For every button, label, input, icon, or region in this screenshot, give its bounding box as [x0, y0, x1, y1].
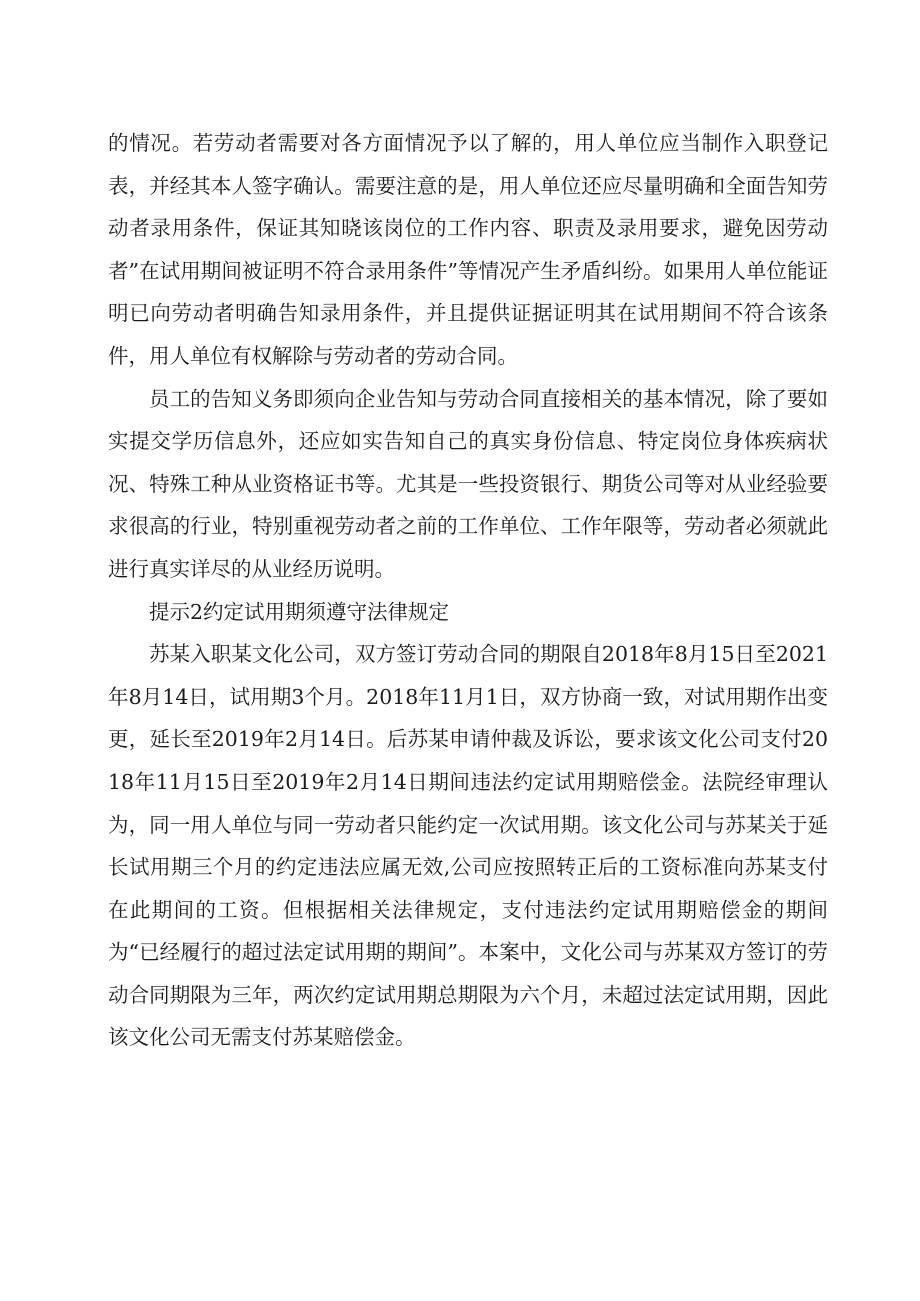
paragraph-employee-disclosure: 员工的告知义务即须向企业告知与劳动合同直接相关的基本情况，除了要如实提交学历信息外，还应如实告知自己的真实身份信息、特定岗位身体疾病状况、特殊工种从业资格证书等。尤其是一些投资银行、期货公司等对从业经验要求很高的行业，特别重视劳动者之前的工作单位、工作年限等，劳动者必须就此进行真实详尽的从业经历说明。: [108, 386, 828, 581]
paragraph-continuation: 的情况。若劳动者需要对各方面情况予以了解的，用人单位应当制作入职登记表，并经其本人签字确认。需要注意的是，用人单位还应尽量明确和全面告知劳动者录用条件，保证其知晓该岗位的工作内容、职责及录用要求，避免因劳动者”在试用期间被证明不符合录用条件”等情况产生矛盾纠纷。如果用人单位能证明已向劳动者明确告知录用条件，并且提供证据证明其在试用期间不符合该条件，用人单位有权解除与劳动者的劳动合同。: [108, 131, 828, 368]
paragraph-case-example: 苏某入职某文化公司，双方签订劳动合同的期限自2018年8月15日至2021年8月14日，试用期3个月。2018年11月1日，双方协商一致，对试用期作出变更，延长至2019年2月14日。后苏某申请仲裁及诉讼，要求该文化公司支付2018年11月15日至2019年2月14日期间违法约定试用期赔偿金。法院经审理认为，同一用人单位与同一劳动者只能约定一次试用期。该文化公司与苏某关于延长试用期三个月的约定违法应属无效,公司应按照转正后的工资标准向苏某支付在此期间的工资。但根据相关法律规定，支付违法约定试用期赔偿金的期间为“已经履行的超过法定试用期的期间”。本案中，文化公司与苏某双方签订的劳动合同期限为三年，两次约定试用期总期限为六个月，未超过法定试用期，因此该文化公司无需支付苏某赔偿金。: [108, 642, 828, 1050]
section-heading: 提示2约定试用期须遵守法律规定: [149, 599, 450, 624]
document-body: [108, 122, 828, 1059]
